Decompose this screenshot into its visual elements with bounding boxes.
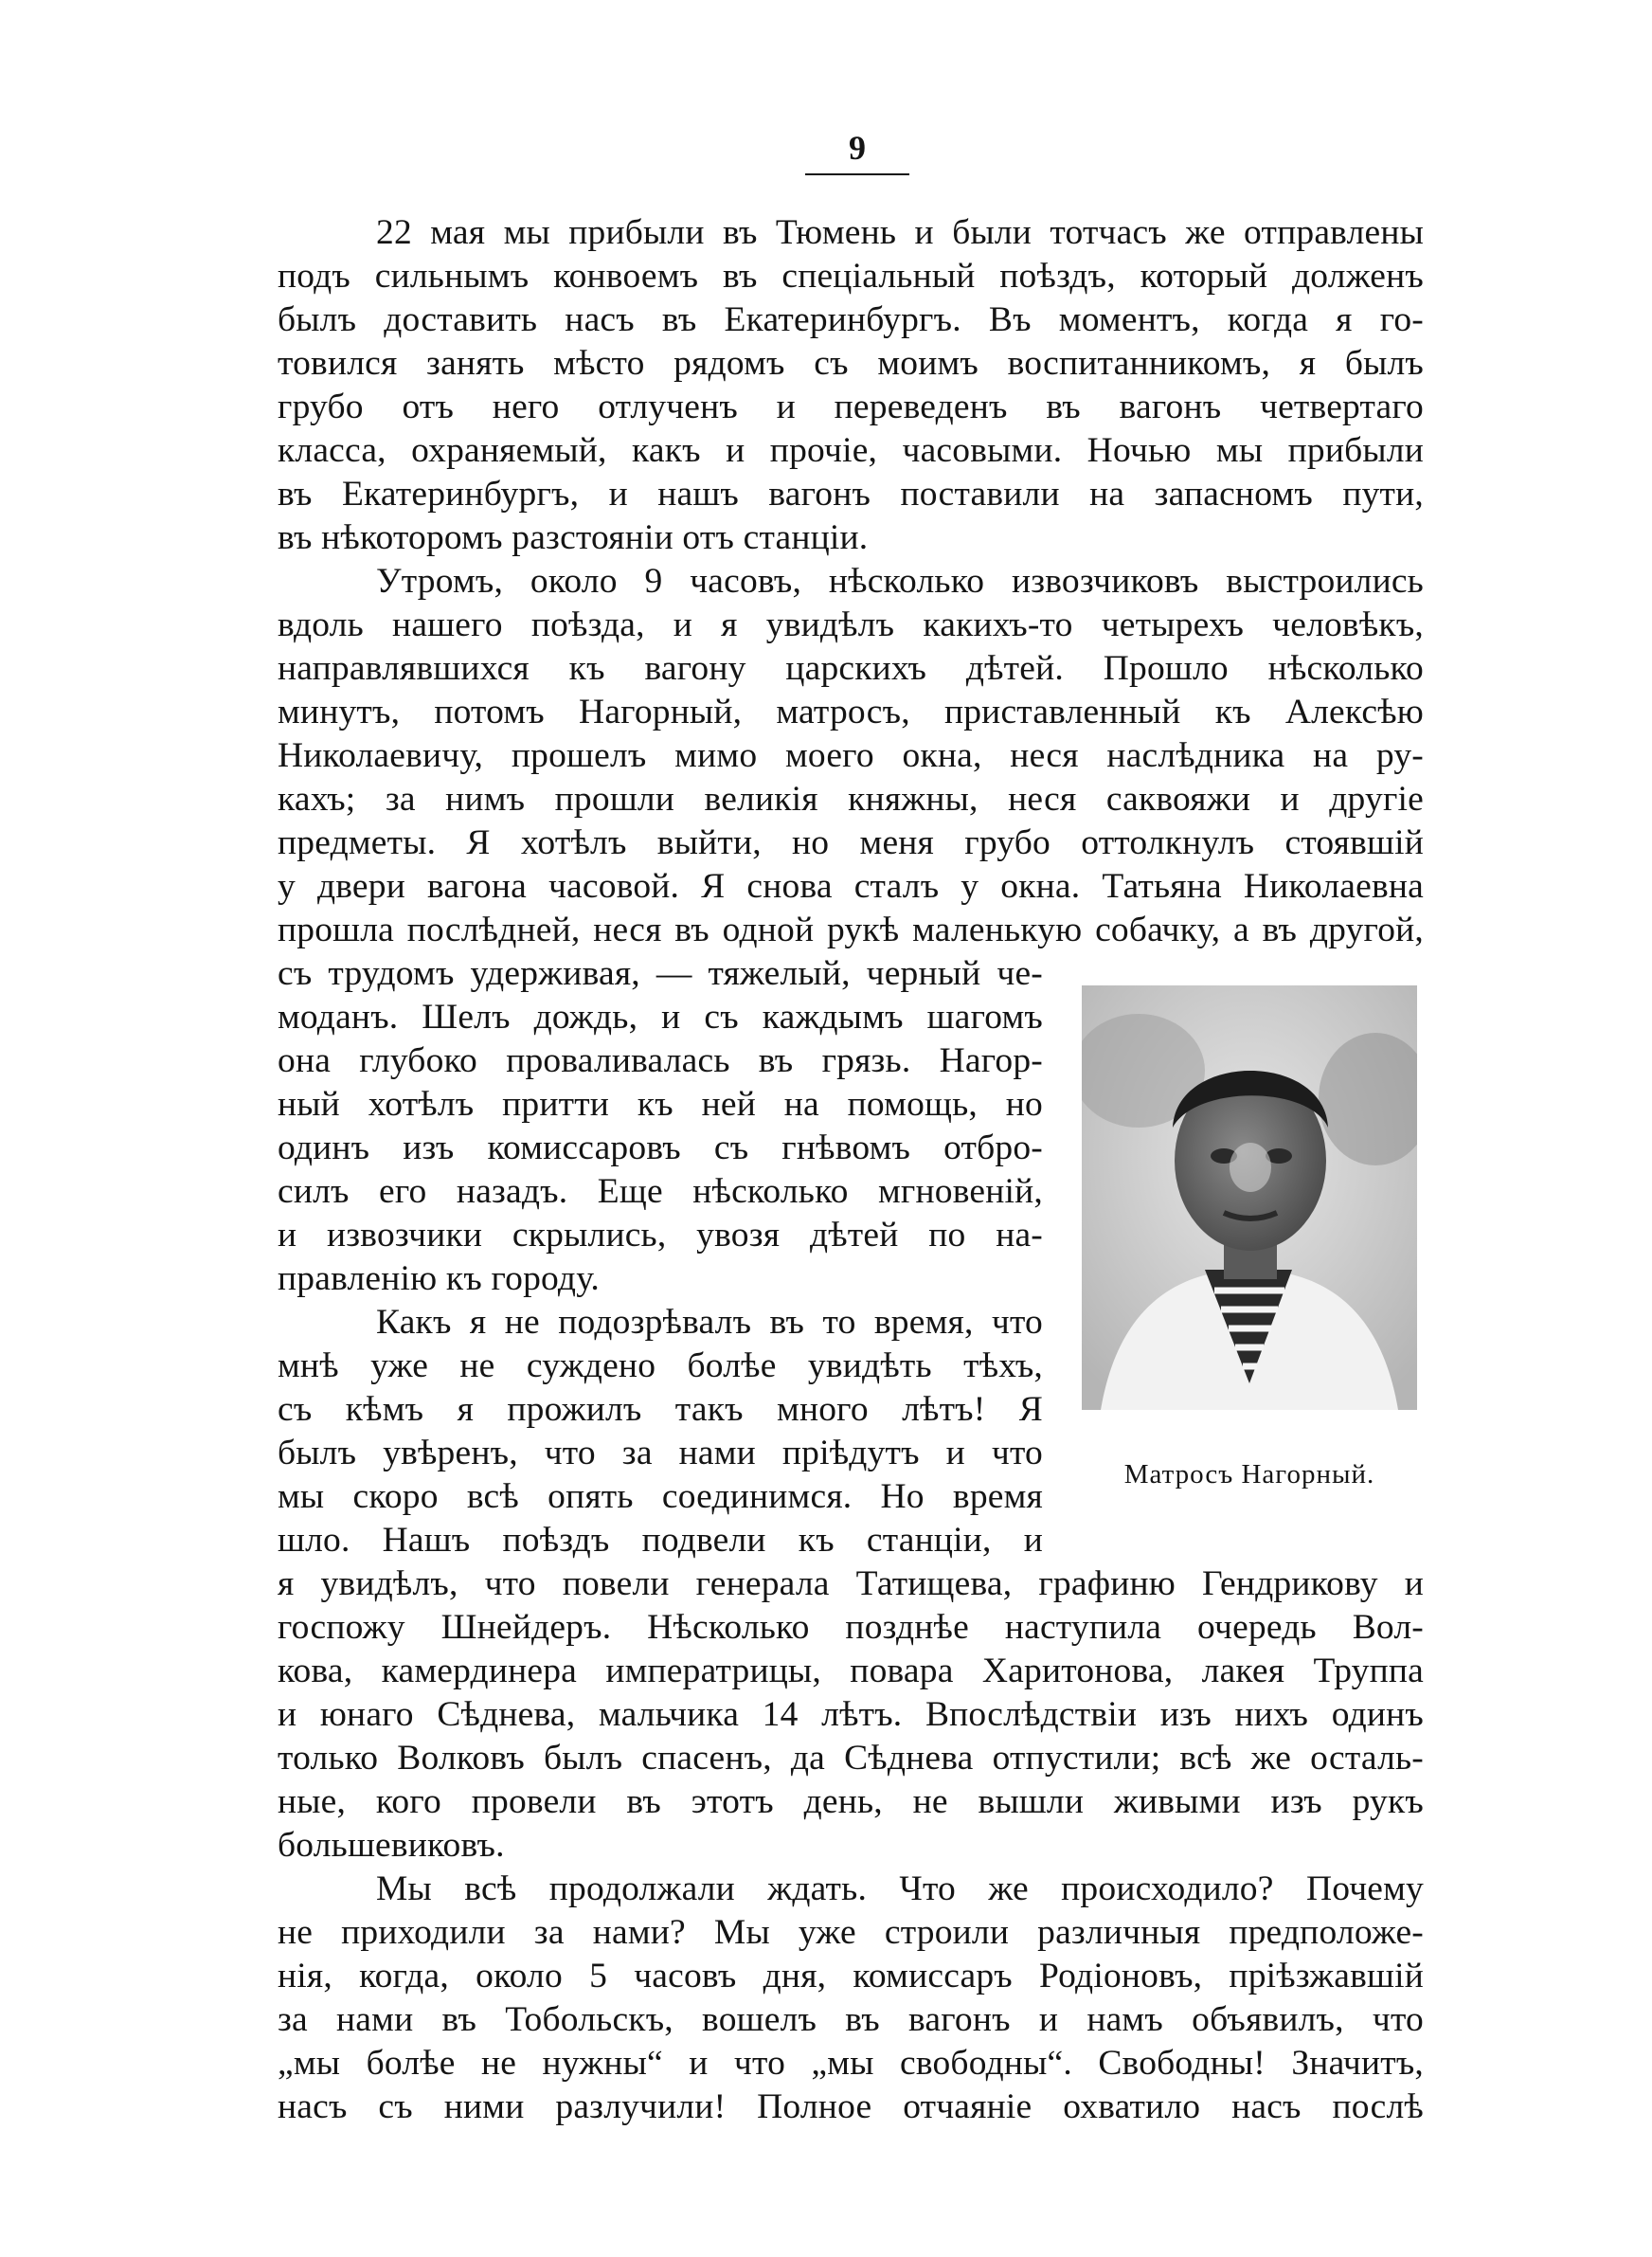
text-line: насъ съ ними разлучили! Полное отчаяніе охватило насъ послѣ [278, 2087, 1424, 2126]
text-line: правленію къ городу. [278, 1259, 600, 1298]
text-line: вдоль нашего поѣзда, и я увидѣлъ какихъ-то четырехъ человѣкъ, [278, 605, 1424, 644]
text-line: направлявшихся къ вагону царскихъ дѣтей. Прошло нѣсколько [278, 649, 1424, 688]
text-line: предметы. Я хотѣлъ выйти, но меня грубо оттолкнулъ стоявшій [278, 823, 1424, 862]
text-line: товился занять мѣсто рядомъ съ моимъ воспитанникомъ, я былъ [278, 344, 1424, 383]
text-line: 22 мая мы прибыли въ Тюмень и были тотчасъ же отправлены [376, 213, 1424, 252]
text-line: за нами въ Тобольскъ, вошелъ въ вагонъ и намъ объявилъ, что [278, 2000, 1424, 2039]
text-line: „мы болѣе не нужны“ и что „мы свободны“. Свободны! Значитъ, [278, 2044, 1424, 2083]
text-line: я увидѣлъ, что повели генерала Татищева, графиню Гендрикову и [278, 1564, 1424, 1603]
text-line: кова, камердинера императрицы, повара Харитонова, лакея Труппа [278, 1652, 1424, 1690]
text-line: класса, охраняемый, какъ и прочіе, часовыми. Ночью мы прибыли [278, 431, 1424, 470]
text-line: въ нѣкоторомъ разстояніи отъ станціи. [278, 518, 869, 557]
text-line: минутъ, потомъ Нагорный, матросъ, приставленный къ Алексѣю [278, 693, 1424, 731]
text-line: въ Екатеринбургъ, и нашъ вагонъ поставили на запасномъ пути, [278, 475, 1424, 514]
text-line: ный хотѣлъ притти къ ней на помощь, но [278, 1085, 1043, 1124]
text-line: и извозчики скрылись, увозя дѣтей по на- [278, 1216, 1043, 1255]
text-line: ные, кого провели въ этотъ день, не вышли живыми изъ рукъ [278, 1782, 1424, 1821]
text-line: мнѣ уже не суждено болѣе увидѣть тѣхъ, [278, 1346, 1043, 1385]
text-line: силъ его назадъ. Еще нѣсколько мгновеній, [278, 1172, 1043, 1211]
text-line: одинъ изъ комиссаровъ съ гнѣвомъ отбро- [278, 1128, 1043, 1167]
text-line: прошла послѣдней, неся въ одной рукѣ маленькую собачку, а въ другой, [278, 911, 1424, 949]
text-line: былъ увѣренъ, что за нами пріѣдутъ и что [278, 1434, 1043, 1472]
text-line: подъ сильнымъ конвоемъ въ спеціальный поѣздъ, который долженъ [278, 257, 1424, 296]
photo-caption: Матросъ Нагорный. [1123, 1459, 1375, 1490]
text-line: Какъ я не подозрѣвалъ въ то время, что [376, 1303, 1043, 1342]
text-line: съ кѣмъ я прожилъ такъ много лѣтъ! Я [278, 1390, 1043, 1429]
text-line: нія, когда, около 5 часовъ дня, комиссаръ Родіоновъ, пріѣзжавшій [278, 1957, 1424, 1995]
text-line: Николаевичу, прошелъ мимо моего окна, неся наслѣдника на ру- [278, 736, 1424, 775]
text-line: большевиковъ. [278, 1826, 505, 1865]
text-line: былъ доставить насъ въ Екатеринбургъ. Въ моментъ, когда я го- [278, 300, 1424, 339]
text-line: не приходили за нами? Мы уже строили различныя предположе- [278, 1913, 1424, 1952]
text-line: госпожу Шнейдеръ. Нѣсколько позднѣе наступила очередь Вол- [278, 1608, 1424, 1647]
text-line: съ трудомъ удерживая, — тяжелый, черный че- [278, 954, 1043, 993]
page-number: 9 [805, 128, 909, 175]
text-line: кахъ; за нимъ прошли великія княжны, неся саквояжи и другіе [278, 780, 1424, 819]
text-line: Мы всѣ продолжали ждать. Что же происходило? Почему [376, 1869, 1424, 1908]
text-line: грубо отъ него отлученъ и переведенъ въ вагонъ четвертаго [278, 388, 1424, 426]
text-line: моданъ. Шелъ дождь, и съ каждымъ шагомъ [278, 998, 1043, 1037]
text-line: мы скоро всѣ опять соединимся. Но время [278, 1477, 1043, 1516]
text-line: она глубоко проваливалась въ грязь. Нагор- [278, 1041, 1043, 1080]
text-line: только Волковъ былъ спасенъ, да Сѣднева отпустили; всѣ же осталь- [278, 1739, 1424, 1778]
text-line: и юнаго Сѣднева, мальчика 14 лѣтъ. Впослѣдствіи изъ нихъ одинъ [278, 1695, 1424, 1734]
text-line: шло. Нашъ поѣздъ подвели къ станціи, и [278, 1521, 1043, 1560]
portrait-photo [1082, 985, 1417, 1410]
text-line: Утромъ, около 9 часовъ, нѣсколько извозчиковъ выстроились [376, 562, 1424, 601]
text-line: у двери вагона часовой. Я снова сталъ у окна. Татьяна Николаевна [278, 867, 1424, 906]
